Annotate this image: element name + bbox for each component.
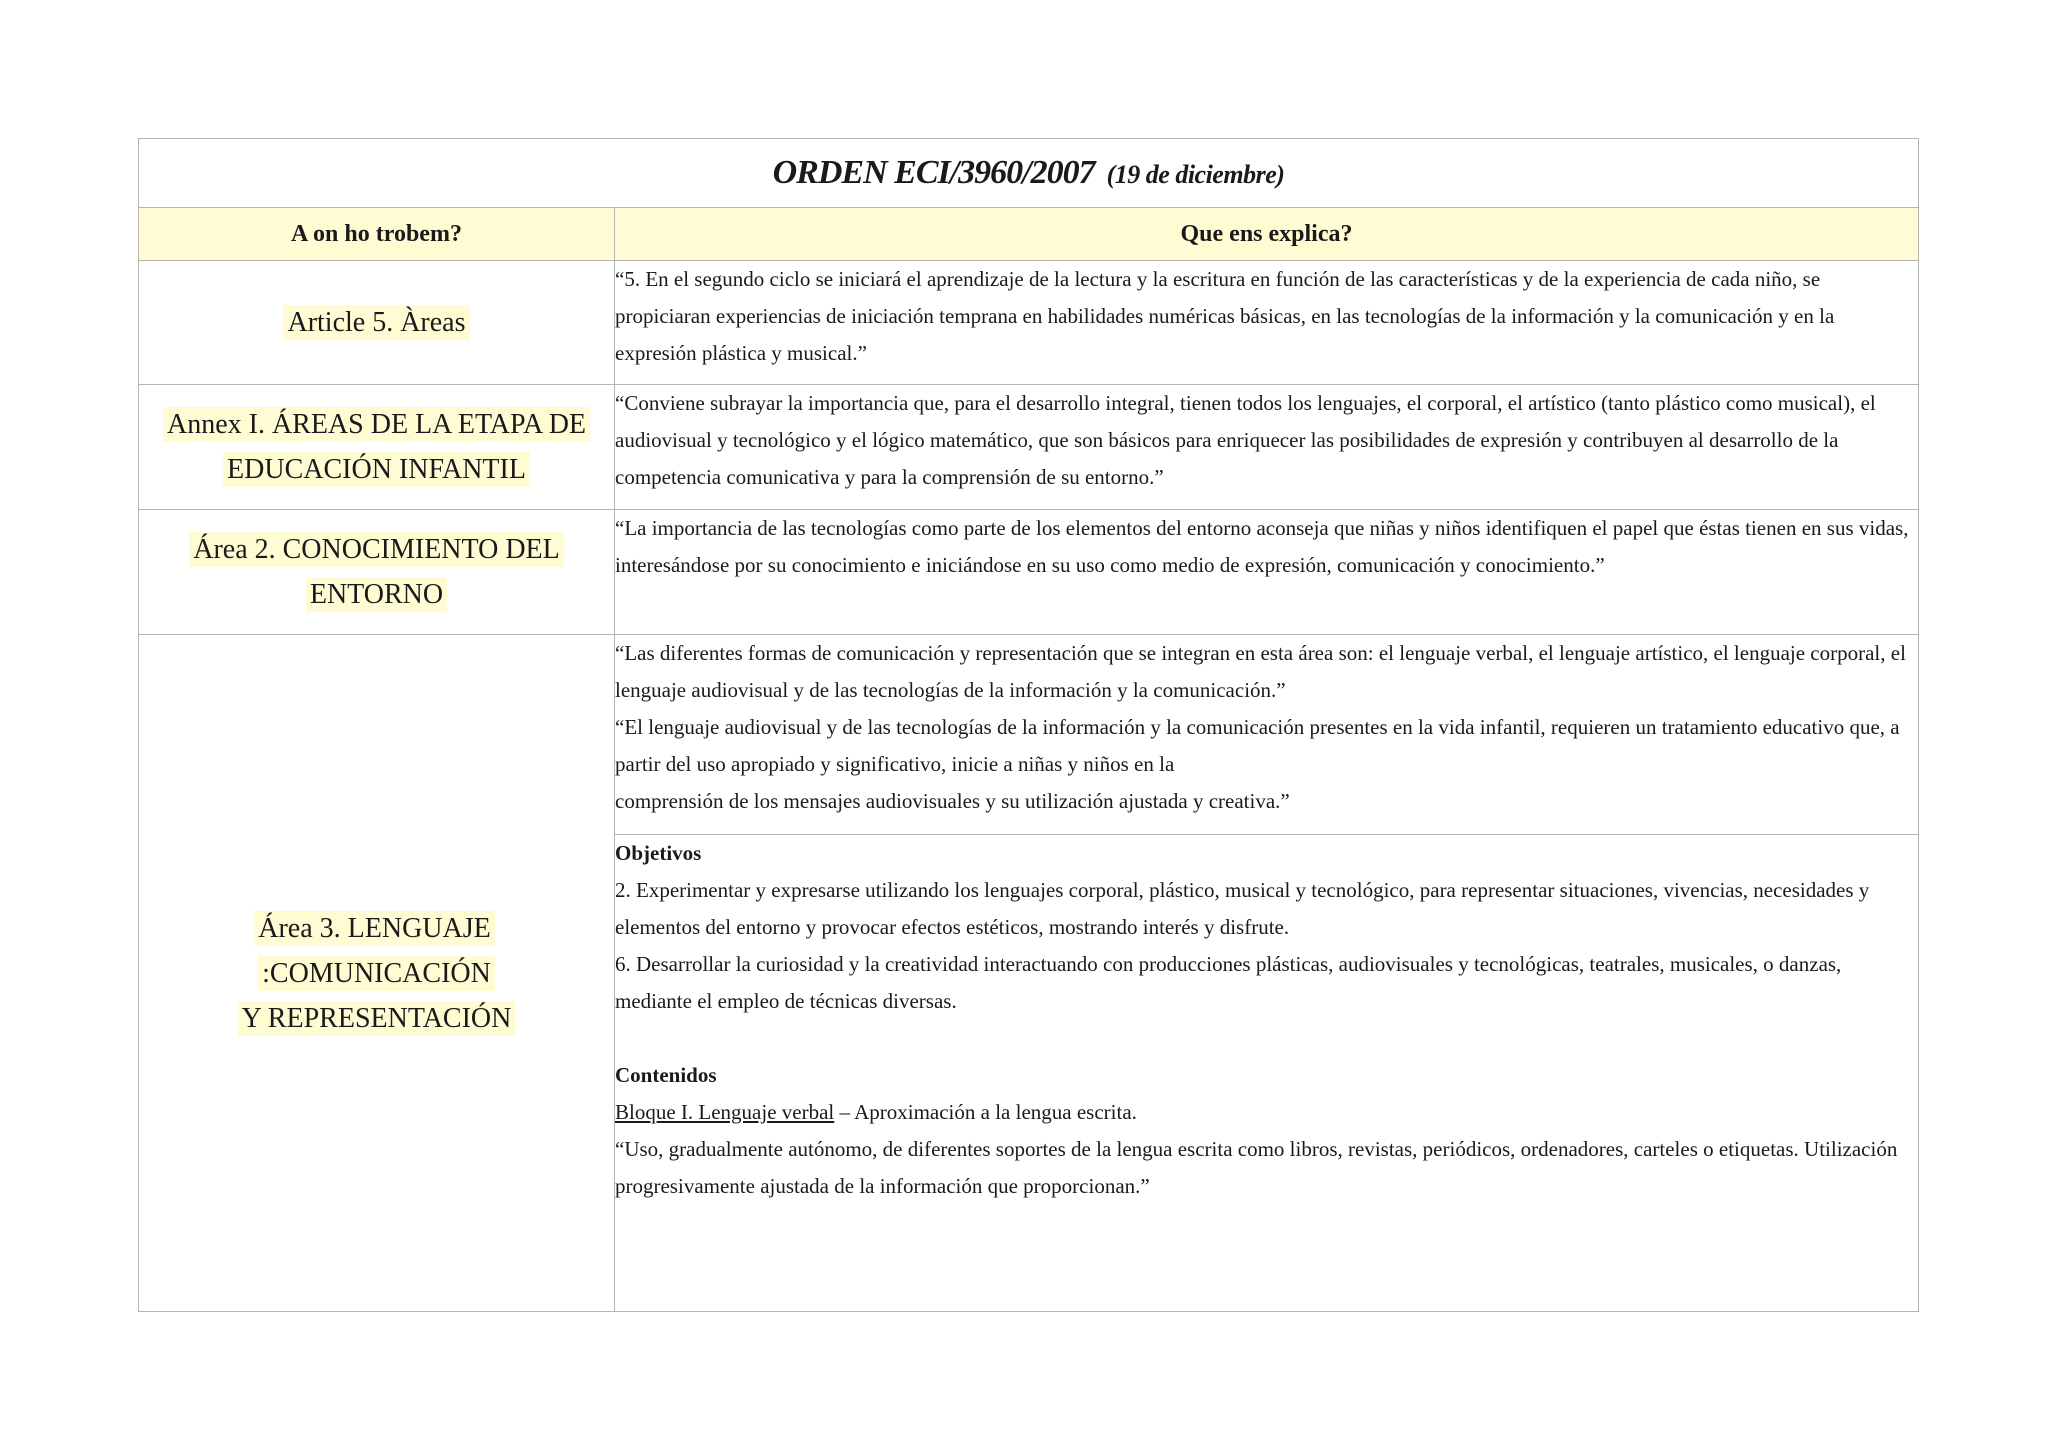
label-cell-area-2 (139, 510, 615, 635)
text-cell-area-3-quotes (615, 635, 1919, 835)
orden-table (138, 138, 1919, 1312)
label-area-2-line1: Área 2. CONOCIMIENTO DEL (189, 532, 564, 567)
label-area-3-line1: Área 3. LENGUAJE :COMUNICACIÓN (254, 911, 495, 991)
quote-annex-1: “Conviene subrayar la importancia que, para el desarrollo integral, tienen todos los lenguajes, el corporal, el artístico (tanto plástico como musical), el audiovisual y tecnológico y el lógico matemático, que son básicos para enriquecer las posibilidades de expresión y contribuyen al desarrollo de la competencia comunicativa y para la comprensión de su entorno.” (615, 391, 1876, 489)
text-cell-article-5 (615, 261, 1919, 385)
quote-article-5: “5. En el segundo ciclo se iniciará el aprendizaje de la lectura y la escritura en función de las características y de la experiencia de cada niño, se propiciaran experiencias de iniciación temprana en habilidades numéricas básicas, en las tecnologías de la información y la comunicación y en la expresión plástica y musical.” (615, 267, 1835, 365)
objectives-heading: Objetivos (615, 841, 702, 865)
row-area-2 (139, 510, 1919, 635)
contents-block (615, 1094, 1918, 1131)
document-title (139, 139, 1919, 208)
text-cell-area-3-objectives (615, 835, 1919, 1312)
objective-6: 6. Desarrollar la curiosidad y la creatividad interactuando con producciones plásticas, audiovisuales y tecnológicas, teatrales, musicales, o danzas, mediante el empleo de técnicas diversas. (615, 952, 1842, 1013)
label-cell-article-5 (139, 261, 615, 385)
label-article-5: Article 5. Àreas (283, 305, 469, 340)
header-row (139, 208, 1919, 261)
title-main: ORDEN ECI/3960/2007 (772, 154, 1095, 191)
header-where: A on ho trobem? (139, 208, 615, 261)
label-cell-annex-1 (139, 385, 615, 510)
quote-area-2: “La importancia de las tecnologías como parte de los elementos del entorno aconseja que niñas y niños identifiquen el papel que éstas tienen en sus vidas, interesándose por su conocimiento e iniciándose en su uso como medio de expresión, comunicación y conocimiento.” (615, 516, 1909, 577)
quote-area-3-audiovisual: “El lenguaje audiovisual y de las tecnologías de la información y la comunicación presentes en la vida infantil, requieren un tratamiento educativo que, a partir del uso apropiado y significativo, inicie a niñas y niños en la (615, 715, 1900, 776)
objective-2: 2. Experimentar y expresarse utilizando los lenguajes corporal, plástico, musical y tecnológico, para representar situaciones, vivencias, necesidades y elementos del entorno y provocar efectos estéticos, mostrando interés y disfrute. (615, 878, 1870, 939)
label-annex-1-line2: EDUCACIÓN INFANTIL (223, 452, 530, 487)
row-article-5 (139, 261, 1919, 385)
block-description: – Aproximación a la lengua escrita. (834, 1100, 1137, 1124)
text-cell-annex-1 (615, 385, 1919, 510)
quote-area-3-forms: “Las diferentes formas de comunicación y representación que se integran en esta área son: el lenguaje verbal, el lenguaje artístico, el lenguaje corporal, el lenguaje audiovisual y de las tecnologías de la información y la comunicación.” (615, 641, 1906, 702)
contents-heading: Contenidos (615, 1063, 717, 1087)
header-what: Que ens explica? (615, 208, 1919, 261)
label-area-2-line2: ENTORNO (306, 577, 447, 612)
label-annex-1-line1: Annex I. ÁREAS DE LA ETAPA DE (163, 407, 590, 442)
block-title: Bloque I. Lenguaje verbal (615, 1100, 835, 1124)
title-date: (19 de diciembre) (1106, 160, 1285, 189)
title-row (139, 139, 1919, 208)
label-area-3-line2: Y REPRESENTACIÓN (238, 1001, 516, 1036)
spacer (615, 1020, 1918, 1057)
label-cell-area-3 (139, 635, 615, 1312)
row-annex-1 (139, 385, 1919, 510)
row-area-3 (139, 635, 1919, 835)
text-cell-area-2 (615, 510, 1919, 635)
quote-area-3-audiovisual-end: comprensión de los mensajes audiovisuales y su utilización ajustada y creativa.” (615, 789, 1290, 813)
contents-quote: “Uso, gradualmente autónomo, de diferentes soportes de la lengua escrita como libros, revistas, periódicos, ordenadores, carteles o etiquetas. Utilización progresivamente ajustada de la información que proporcionan.” (615, 1137, 1898, 1198)
